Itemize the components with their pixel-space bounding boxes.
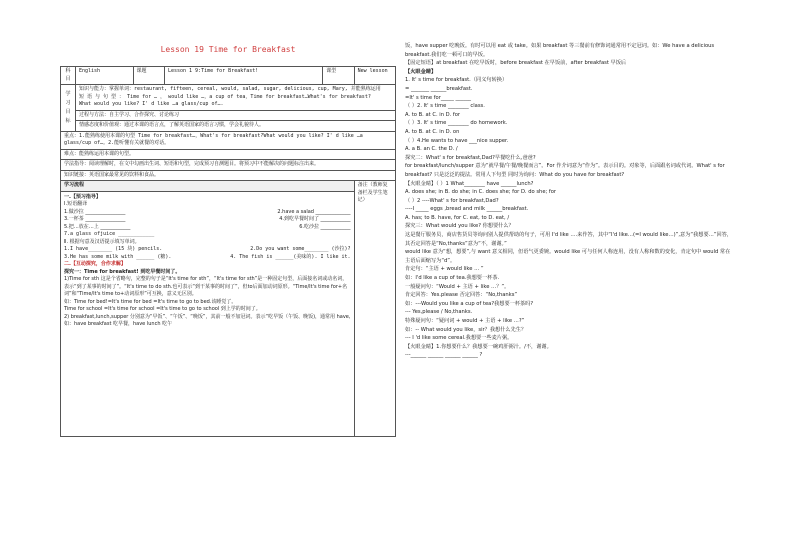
lesson-table: [60, 66, 396, 437]
right-line: = _______ ______breakfast.: [405, 85, 473, 92]
right-line: （ ）2. It' s time ________ class.: [405, 103, 485, 110]
study-method: 学法指导：阅读理解时，在文中勾画出生词、短语和句型，完成预习自测题目。将预习中不能解决的问题标注出来。: [61, 160, 396, 171]
goal-knowledge: 知识与能力：掌握单词：restaurant, fifteen, cereal, would, salad, sugar, delicious, cup, Mary, 并能熟练运用 短 语 与 句 型 ： Time for … ， would like …，a cup of tea，Time for breakfast…What's for breakfast? What would you like? I' d like …a glass/cup of….: [76, 85, 396, 111]
process-body: [61, 191, 355, 436]
type-label: 课型: [323, 67, 354, 85]
link-row: [61, 170, 396, 181]
fill-item: 1.I have________ (15 块) pencils.: [64, 246, 163, 252]
right-line: ----I _____ eggs ,bread and milk ______breakfast.: [405, 206, 529, 213]
right-line: 如：-- What would you like，sir？我想什么先生？: [405, 326, 527, 333]
explore-text: 1)Time for sth 这是个省略句，完整的句子是“It's time for sth”，“It's time for sth”是一种固定句型，后面接名词或动名词，表示“到了某事的时间了”。“It's time to do sth.也可表示“到干某事的时间了”，但to后面加动词原形。“Time/It's time for+名词”和“Time/It's time to+动词原形”可互换，意义无区别。: [64, 276, 348, 297]
translate-item: 6.吃沙拉 ____________: [299, 223, 351, 230]
topic-value: Lesson 1 9:Time for Breakfast!: [164, 67, 322, 85]
difficult-points: 难点：能熟练运用本课的句型。: [61, 149, 396, 160]
preview-heading: 一.【预习指导】: [64, 193, 101, 200]
left-page: [60, 45, 396, 437]
subject-value: English: [76, 67, 134, 85]
key-points: 重点：1.能熟练使用本课的句型 Time for breakfast…，What's for breakfast?What would you like? I' d like …a glass/cup of…。2.能听懂有关就餐的对话。: [61, 131, 396, 149]
right-line: （ ）2 ----What' s for breakfast,Dad?: [405, 197, 499, 204]
right-line: 肯定句：“主语 + would like … ”: [405, 266, 484, 273]
goals-row: [61, 85, 396, 111]
fill-item: 3.He has some milk with ______ (糖).: [64, 253, 172, 260]
right-line: 1. It' s time for breakfast.（同义句转换）: [405, 77, 508, 84]
page-title: Lesson 19 Time for Breakfast: [160, 45, 296, 54]
right-line: A. a B. an C. the D. /: [405, 146, 458, 153]
right-line: 【火眼金睛】（ ）1 What________ have ______lunch?: [405, 180, 534, 187]
header-row: [61, 67, 396, 85]
right-line: （ ）4.He wants to have ___nice supper.: [405, 137, 509, 144]
right-line: ---______ ______ ______ ______ ?: [405, 352, 483, 359]
right-line: =It' s time for_____ ______: [405, 94, 472, 101]
right-line: A. to B. at C. in D. on: [405, 128, 460, 135]
translate-item: 5.把…放在…上 ____________: [64, 223, 131, 230]
explore-text: Time for school =It's time for school =It's time to go to school 到上学的时间了。: [64, 306, 261, 312]
process-heading-row: [61, 181, 396, 192]
right-line: A. has; to B. have, for C. eat, to D. eat, /: [405, 214, 510, 221]
goals-label: 学 习 目 标: [61, 85, 76, 132]
subject-label: 科目: [61, 67, 76, 85]
goals-emotion-row: [61, 121, 396, 132]
right-line: A. to B. at C. in D. for: [405, 111, 461, 118]
translate-item: 3.一杯茶 ________________: [64, 216, 126, 222]
type-value: New lesson: [354, 67, 395, 85]
method-row: [61, 160, 396, 171]
right-line: 探究三：What would you like? 你想要什么？: [405, 223, 514, 230]
translate-item: 2.have a salad ______________: [277, 208, 351, 215]
fill-item: 4. The fish is ______(美味的). I like it.: [230, 253, 351, 260]
right-line: 这是餐厅服务员，商店售货员等询问别人提供帮助的句子，可用 I'd like ….来作答，其中“I'd like…(=I would like…)”,意为“我想要…”回答，其否定回答是“No,thanks”意为“不，谢谢。”: [405, 232, 733, 247]
right-line: A. does she; in B. do she; in C. does she; for D. do she; for: [405, 189, 557, 196]
remark-column: 备注（教师复备栏及学生笔记）: [354, 181, 395, 437]
process-heading: 学习流程: [61, 181, 355, 192]
translate-item: 7.a glass ofjuice ____________: [64, 231, 155, 237]
key-points-row: [61, 131, 396, 149]
right-line: 一般疑问句：“Would + 主语 + like …？”。: [405, 283, 510, 290]
right-line: 探究二：What' s for breakfast,Dad?早餐吃什么,爸爸?: [405, 154, 536, 161]
right-line: 特殊疑问句：“疑问词 + would + 主语 + like …?”: [405, 318, 525, 324]
right-line: --- Yes,please / No,thanks.: [405, 309, 473, 316]
process-body-row: [61, 191, 396, 436]
right-page: [405, 42, 735, 360]
goal-emotion: 情感态度和价值观：通过本课的语言点，了解英语国家的语言习惯，学会礼貌待人。: [76, 121, 396, 132]
right-line: 【固定短语】at breakfast 在吃早饭时，before breakfast 在早饭前，after breakfast 早饭后: [405, 60, 627, 67]
right-line: 饭，have supper 吃晚饭。有时可以用 eat 或 take。如果 breakfast 等三餐前有修饰词通常用不定冠词。如：We have a delicious breakfast.我们吃一顿可口的早饭。: [405, 43, 715, 58]
fill-item: 2.Do you want some________ (沙拉)?: [250, 246, 351, 252]
right-line: （ ）3. It' s time ________ do homework.: [405, 120, 508, 127]
goals-process-row: [61, 110, 396, 121]
explore-one: 探究一：Time for breakfast! 到吃早餐时间了。: [64, 268, 181, 275]
explore-text: 2) breakfast,lunch,supper 分别意为“早饭”、“午饭”、“晚饭”，其前一般不加冠词。表示“吃早饭（午饭、晚饭)，通常用 have,如：have breakfast 吃早餐，have lunch 吃午: [64, 313, 351, 327]
right-line: 【火眼金睛】: [405, 68, 437, 75]
topic-label: 课题: [133, 67, 164, 85]
right-line: --- I 'd like some cereal.我想要一些麦片粥。: [405, 335, 513, 342]
goal-process: 过程与方法：自主学习、合作探究、讨论练习: [76, 110, 396, 121]
explore-heading: 二.【互动探究，合作求解】: [64, 261, 126, 267]
right-line: 如：I'd like a cup of tea.我想要一杯茶.: [405, 275, 500, 282]
translate-item: 4.到吃早餐时间了 ____________: [279, 216, 351, 222]
right-line: 肯定回答：Yes.please 否定回答：“No,thanks”: [405, 292, 518, 299]
right-line: for breakfast/lunch/supper 意为“就早餐/午餐/晚餐而言”。For 作介词意为“作为”。表示目的。对象等，后面跟名词或代词。What' s for breakfast? 只是泛泛的提法。常用人下句型 同时为询问：What do you have for breakfast?: [405, 163, 725, 178]
translate-item: 1.做沙拉 ________________: [64, 208, 126, 215]
right-line: 【火眼金睛】1.你想要什么？我想要一碗鸡肝粥汁。/不，谢谢。: [405, 343, 552, 350]
difficult-row: [61, 149, 396, 160]
right-line: 如：---Would you like a cup of tea?我想要一杯茶吗?: [405, 300, 534, 307]
knowledge-link: 知识链接：英语国家最常见的饮料和食品。: [61, 170, 396, 181]
fill-heading: Ⅱ. 根据句意及汉语提示填写单词。: [64, 238, 140, 245]
explore-text: 如：Time for bed!=It's time for bed =It's time to go to bed.该睡觉了。: [64, 298, 237, 305]
right-line: would like 意为“想，想要”,与 want 意义相同，但语气更委婉。would like 可与任何人称连用，没有人称和数的变化，肯定句中 would 常在主语后面缩写为“d”。: [405, 249, 731, 264]
translate-heading: Ⅰ.短语翻译: [64, 201, 88, 207]
